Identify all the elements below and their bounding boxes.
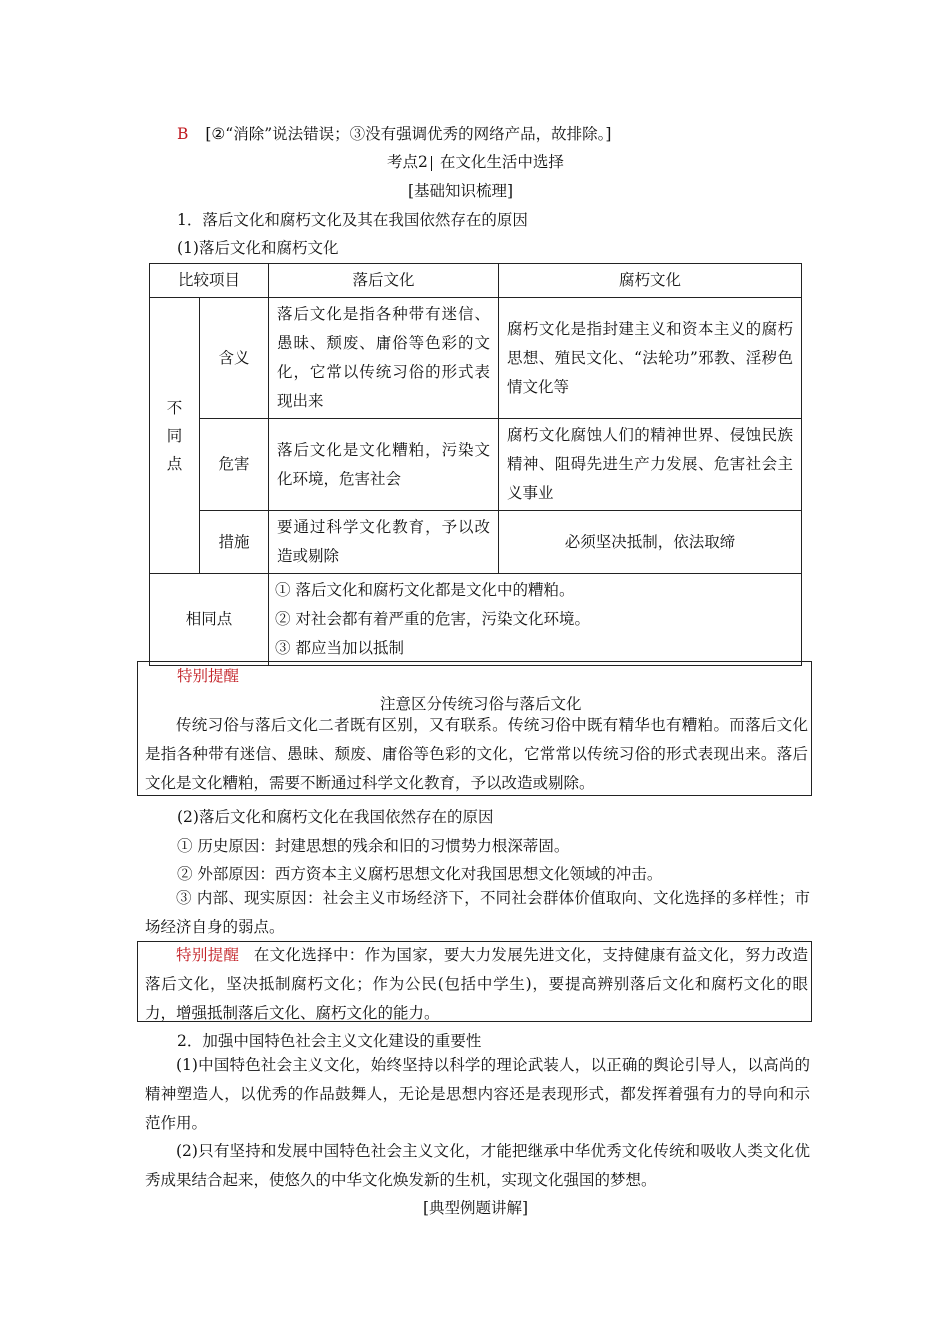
group-char-2: 同	[166, 426, 183, 445]
row-harm-backward: 落后文化是文化糟粕，污染文化环境，危害社会	[269, 419, 499, 511]
group-char-3: 点	[166, 454, 183, 473]
header-backward: 落后文化	[269, 264, 499, 298]
header-decadent: 腐朽文化	[499, 264, 802, 298]
row-meaning-backward: 落后文化是指各种带有迷信、愚昧、颓废、庸俗等色彩的文化，它常以传统习俗的形式表现出来	[269, 298, 499, 419]
answer-line	[177, 122, 611, 144]
same-point-3: ③ 都应当加以抵制	[275, 639, 404, 657]
row-measure-decadent: 必须坚决抵制，依法取缔	[499, 511, 802, 574]
answer-explanation: [②“消除”说法错误；③没有强调优秀的网络产品，故排除。]	[205, 125, 612, 143]
comparison-table	[149, 263, 802, 666]
row-harm-label: 危害	[200, 419, 269, 511]
section-title	[387, 150, 564, 172]
heading-1: 1．落后文化和腐朽文化及其在我国依然存在的原因	[177, 211, 528, 229]
paragraph-2-1: (1)中国特色社会主义文化，始终坚持以科学的理论武装人，以正确的舆论引导人，以高尚的精神塑造人，以优秀的作品鼓舞人，无论是思想内容还是表现形式，都发挥着强有力的导向和示范作用。	[145, 1056, 810, 1132]
row-measure-label: 措施	[200, 511, 269, 574]
reason-external: ② 外部原因：西方资本主义腐朽思想文化对我国思想文化领域的冲击。	[177, 865, 663, 883]
reason-historical: ① 历史原因：封建思想的残余和旧的习惯势力根深蒂固。	[177, 837, 570, 855]
section-divider	[431, 156, 432, 171]
special-reminder-label-2: 特别提醒	[176, 946, 240, 964]
special-reminder-label-1: 特别提醒	[177, 667, 240, 685]
same-content	[269, 574, 802, 666]
reason-internal: ③ 内部、现实原因：社会主义市场经济下，不同社会群体价值取向、文化选择的多样性；市场经济自身的弱点。	[145, 889, 810, 936]
special-reminder-text-2: 在文化选择中：作为国家，要大力发展先进文化，支持健康有益文化，努力改造落后文化，坚决抵制腐朽文化；作为公民(包括中学生)，要提高辨别落后文化和腐朽文化的眼力，增强抵制落后文化、腐朽文化的能力。	[145, 946, 808, 1022]
group-char-1: 不	[166, 398, 183, 417]
paragraph-2-2: (2)只有坚持和发展中国特色社会主义文化，才能把继承中华优秀文化传统和吸收人类文化优秀成果结合起来，使悠久的中华文化焕发新的生机，实现文化强国的梦想。	[145, 1142, 810, 1189]
row-meaning-label: 含义	[200, 298, 269, 419]
special-reminder-title: 注意区分传统习俗与落后文化	[380, 695, 582, 713]
typical-examples-heading: [典型例题讲解]	[423, 1199, 529, 1217]
same-point-1: ① 落后文化和腐朽文化都是文化中的糟粕。	[275, 581, 575, 599]
row-measure-backward: 要通过科学文化教育，予以改造或剔除	[269, 511, 499, 574]
section-label: 考点2	[387, 153, 428, 171]
row-harm-decadent: 腐朽文化腐蚀人们的精神世界、侵蚀民族精神、阻碍先进生产力发展、危害社会主义事业	[499, 419, 802, 511]
row-meaning-decadent: 腐朽文化是指封建主义和资本主义的腐朽思想、殖民文化、“法轮功”邪教、淫秽色情文化等	[499, 298, 802, 419]
same-point-2: ② 对社会都有着严重的危害，污染文化环境。	[275, 610, 590, 628]
special-reminder-body-2	[145, 941, 808, 1028]
heading-2: 2．加强中国特色社会主义文化建设的重要性	[177, 1032, 482, 1050]
heading-1a: (1)落后文化和腐朽文化	[177, 239, 339, 257]
answer-letter: B	[177, 125, 189, 143]
different-group-label	[150, 298, 200, 574]
basic-knowledge-heading: [基础知识梳理]	[408, 182, 514, 200]
header-item: 比较项目	[150, 264, 269, 298]
section-heading: 在文化生活中选择	[439, 153, 564, 171]
heading-1b: (2)落后文化和腐朽文化在我国依然存在的原因	[177, 808, 494, 826]
special-reminder-body-1: 传统习俗与落后文化二者既有区别，又有联系。传统习俗中既有精华也有糟粕。而落后文化是指各种带有迷信、愚昧、颓废、庸俗等色彩的文化，它常常以传统习俗的形式表现出来。落后文化是文化糟粕，需要不断通过科学文化教育，予以改造或剔除。	[145, 716, 808, 792]
same-label: 相同点	[150, 574, 269, 666]
